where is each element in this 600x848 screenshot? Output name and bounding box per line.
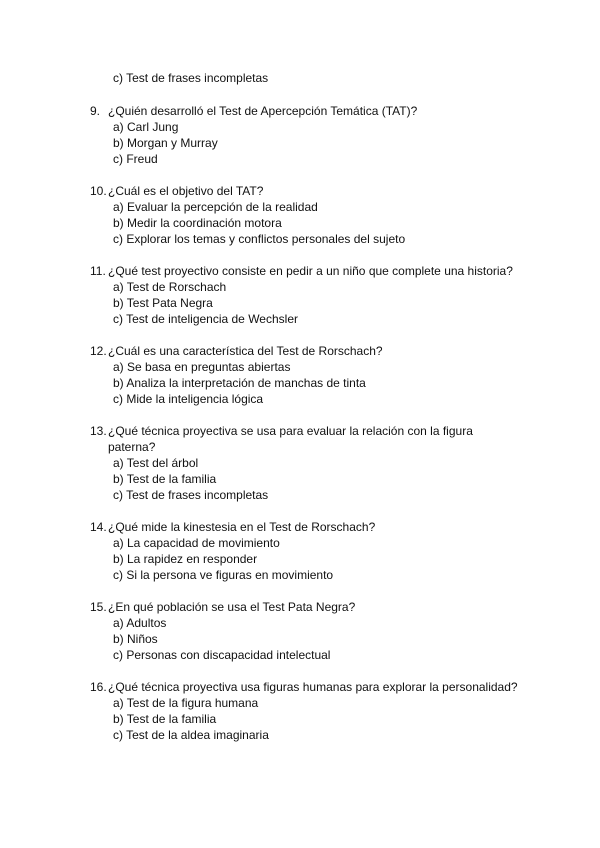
question-number: 10. [90, 184, 107, 198]
question-text: ¿Qué técnica proyectiva usa figuras humanas para explorar la personalidad? [108, 680, 518, 694]
question-text: ¿En qué población se usa el Test Pata Negra? [108, 600, 356, 614]
option-c: c) Test de frases incompletas [113, 71, 269, 85]
option-c: c) Si la persona ve figuras en movimiento [113, 568, 334, 582]
option-a: a) Se basa en preguntas abiertas [113, 360, 291, 374]
option-a: a) Test de la figura humana [113, 696, 259, 710]
option-b: b) Morgan y Murray [113, 136, 218, 150]
option-b: b) Test Pata Negra [113, 296, 213, 310]
option-c: c) Test de inteligencia de Wechsler [113, 312, 298, 326]
question-number: 15. [90, 600, 107, 614]
question-number: 11. [90, 264, 106, 278]
option-c: c) Mide la inteligencia lógica [113, 392, 264, 406]
question-number: 13. [90, 424, 107, 438]
option-b: b) Test de la familia [113, 712, 217, 726]
option-a: a) Test de Rorschach [113, 280, 227, 294]
option-c: c) Test de frases incompletas [113, 488, 269, 502]
question-text: ¿Qué técnica proyectiva se usa para evaluar la relación con la figura [108, 424, 473, 438]
question-number: 9. [90, 104, 101, 118]
option-c: c) Personas con discapacidad intelectual [113, 648, 331, 662]
option-b: b) Test de la familia [113, 472, 217, 486]
option-b: b) Niños [113, 632, 158, 646]
option-a: a) Carl Jung [113, 120, 179, 134]
option-a: a) Evaluar la percepción de la realidad [113, 200, 318, 214]
option-b: b) La rapidez en responder [113, 552, 258, 566]
option-a: a) La capacidad de movimiento [113, 536, 280, 550]
option-c: c) Freud [113, 152, 158, 166]
option-a: a) Test del árbol [113, 456, 199, 470]
question-text: ¿Cuál es una característica del Test de Rorschach? [108, 344, 383, 358]
option-b: b) Medir la coordinación motora [113, 216, 282, 230]
option-b: b) Analiza la interpretación de manchas de tinta [113, 376, 366, 390]
question-text: ¿Qué test proyectivo consiste en pedir a un niño que complete una historia? [108, 264, 513, 278]
question-text: ¿Quién desarrolló el Test de Apercepción Temática (TAT)? [108, 104, 418, 118]
option-a: a) Adultos [113, 616, 167, 630]
question-text: ¿Qué mide la kinestesia en el Test de Rorschach? [108, 520, 376, 534]
question-number: 16. [90, 680, 107, 694]
question-text-continuation: paterna? [108, 440, 156, 454]
question-number: 12. [90, 344, 107, 358]
option-c: c) Test de la aldea imaginaria [113, 728, 269, 742]
question-text: ¿Cuál es el objetivo del TAT? [108, 184, 264, 198]
option-c: c) Explorar los temas y conflictos personales del sujeto [113, 232, 406, 246]
question-number: 14. [90, 520, 107, 534]
